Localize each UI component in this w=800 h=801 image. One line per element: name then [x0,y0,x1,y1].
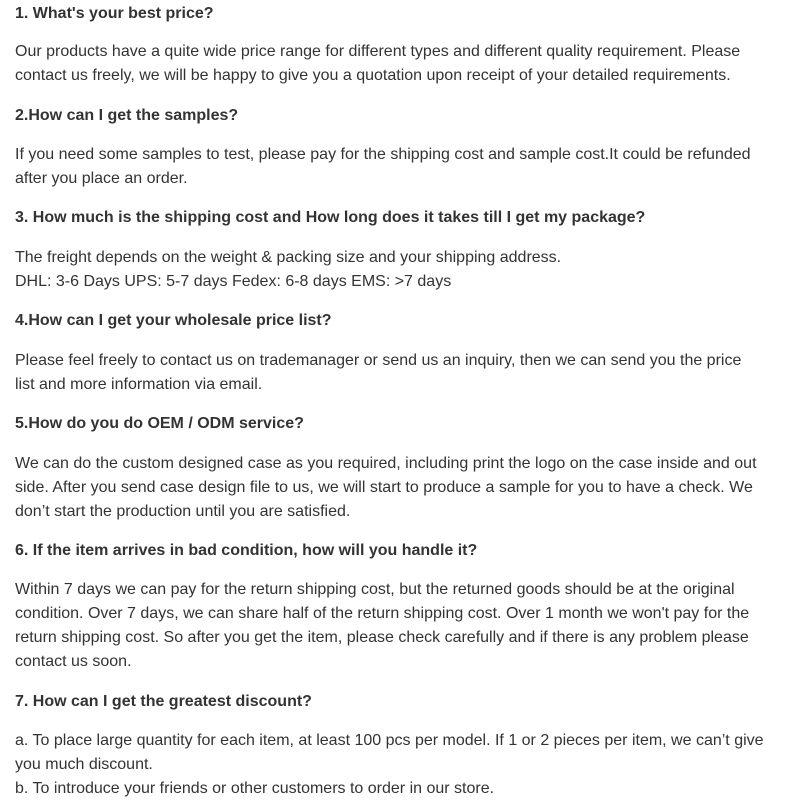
faq-answer-6-line-1: Within 7 days we can pay for the return shipping cost, but the returned goods should be at the original [15,581,735,598]
faq-answer-3-line-2: DHL: 3-6 Days UPS: 5-7 days Fedex: 6-8 days EMS: >7 days [15,273,452,290]
faq-answer-6 [15,578,749,674]
faq-answer-5 [15,452,757,524]
faq-answer-6-line-4: contact us soon. [15,653,132,670]
faq-answer-2-line-1: If you need some samples to test, please pay for the shipping cost and sample cost.It could be refunded [15,146,751,163]
faq-answer-2 [15,143,751,191]
faq-answer-6-line-3: return shipping cost. So after you get the item, please check carefully and if there is any problem please [15,629,749,646]
faq-answer-1-line-1: Our products have a quite wide price range for different types and different quality requirement. Please [15,43,741,60]
faq-answer-3 [15,246,561,294]
faq-answer-1-line-2: contact us freely, we will be happy to give you a quotation upon receipt of your detailed requirements. [15,67,731,84]
faq-answer-4 [15,349,741,397]
faq-question-6: 6. If the item arrives in bad condition, how will you handle it? [15,542,478,559]
faq-question-5: 5.How do you do OEM / ODM service? [15,415,304,432]
faq-question-7: 7. How can I get the greatest discount? [15,693,312,710]
faq-question-4: 4.How can I get your wholesale price list? [15,312,332,329]
faq-answer-5-line-1: We can do the custom designed case as you required, including print the logo on the case inside and out [15,455,757,472]
faq-answer-6-line-2: condition. Over 7 days, we can share half of the return shipping cost. Over 1 month we won't pay for the [15,605,750,622]
faq-question-3: 3. How much is the shipping cost and How long does it takes till I get my package? [15,209,646,226]
faq-answer-7 [15,729,764,801]
faq-answer-2-line-2: after you place an order. [15,170,188,187]
faq-answer-4-line-2: list and more information via email. [15,376,263,393]
faq-question-2: 2.How can I get the samples? [15,107,239,124]
faq-question-1: 1. What's your best price? [15,5,214,22]
faq-answer-5-line-2: side. After you send case design file to us, we will start to produce a sample for you to have a check. We [15,479,753,496]
faq-answer-3-line-1: The freight depends on the weight & packing size and your shipping address. [15,249,562,266]
faq-answer-4-line-1: Please feel freely to contact us on trademanager or send us an inquiry, then we can send you the price [15,352,742,369]
faq-answer-5-line-3: don’t start the production until you are satisfied. [15,503,351,520]
faq-answer-1 [15,40,740,88]
faq-answer-7-line-3: b. To introduce your friends or other customers to order in our store. [15,780,495,797]
faq-answer-7-line-2: you much discount. [15,756,153,773]
faq-answer-7-line-1: a. To place large quantity for each item, at least 100 pcs per model. If 1 or 2 pieces per item, we can’t give [15,732,764,749]
